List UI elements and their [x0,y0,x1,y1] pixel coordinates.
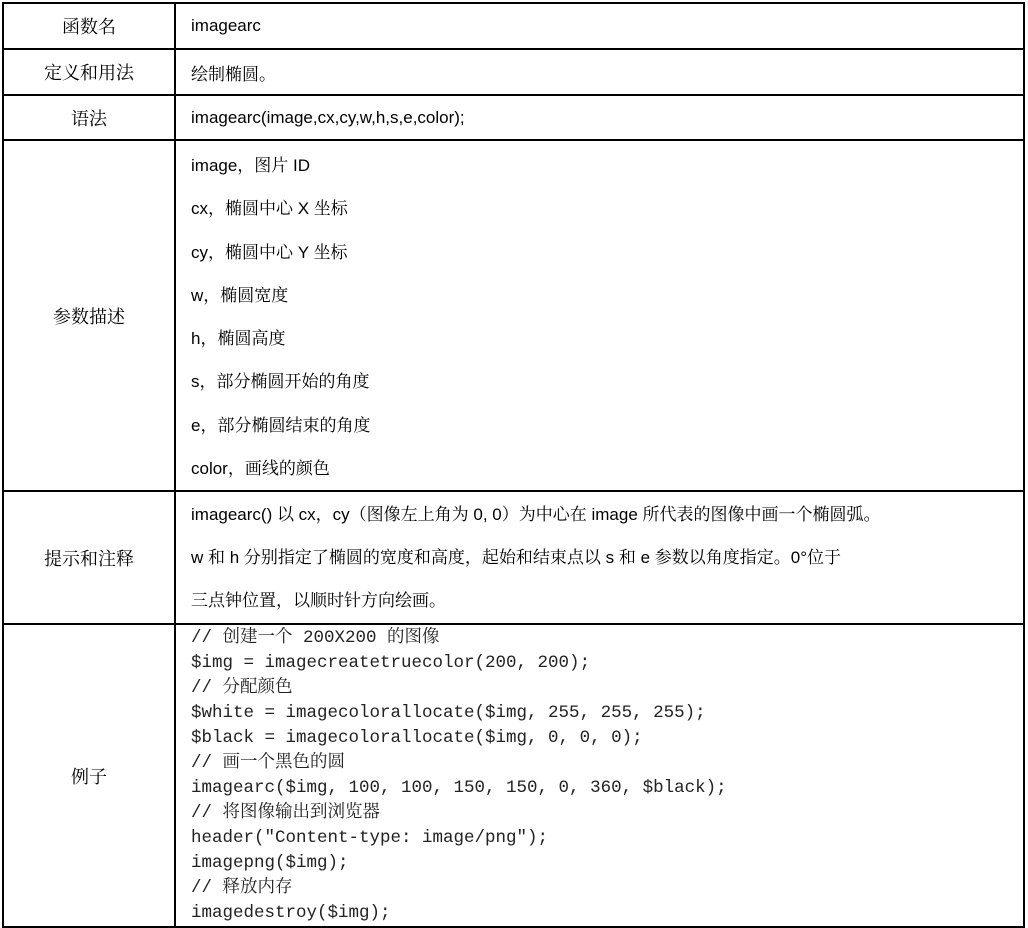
code-line: $white = imagecolorallocate($img, 255, 255, 255); [191,703,706,724]
example-code-cell [175,624,1024,927]
table-row-notes [3,491,1024,624]
parameters-cell [175,140,1024,491]
parameter-item: s，部分椭圆开始的角度 [191,372,370,392]
parameter-item: w，椭圆宽度 [191,285,289,305]
parameter-item: cx，椭圆中心 X 坐标 [191,199,348,219]
code-line: $img = imagecreatetruecolor(200, 200); [191,653,591,674]
parameter-item: image，图片 ID [191,156,311,175]
parameter-item: e，部分椭圆结束的角度 [191,415,371,435]
table-row-example [3,624,1024,927]
row-label-function-name: 函数名 [3,3,175,49]
parameter-item: h，椭圆高度 [191,329,286,349]
parameter-list [191,141,1017,490]
table-row-syntax [3,95,1024,140]
parameter-item: cy，椭圆中心 Y 坐标 [191,242,348,262]
row-label-parameters: 参数描述 [3,140,175,491]
table-row-parameters [3,140,1024,491]
row-label-syntax: 语法 [3,95,175,140]
code-line: imagedestroy($img); [191,903,391,924]
code-line: $black = imagecolorallocate($img, 0, 0, 0); [191,728,643,749]
table-row-definition [3,49,1024,95]
row-label-definition: 定义和用法 [3,49,175,95]
code-line: // 释放内存 [191,878,293,899]
definition-value: 绘制椭圆。 [175,49,1024,95]
code-line: // 创建一个 200X200 的图像 [191,628,440,649]
code-line: imagearc($img, 100, 100, 150, 150, 0, 360, $black); [191,778,727,799]
note-line: 三点钟位置，以顺时针方向绘画。 [191,591,446,611]
note-line: w 和 h 分别指定了椭圆的宽度和高度，起始和结束点以 s 和 e 参数以角度指定。0°位于 [191,548,841,568]
code-line: // 将图像输出到浏览器 [191,803,381,824]
row-label-notes: 提示和注释 [3,491,175,624]
code-line: imagepng($img); [191,853,349,874]
code-line: // 画一个黑色的圆 [191,753,346,774]
function-name-value: imagearc [175,3,1024,49]
row-label-example: 例子 [3,624,175,927]
parameter-item: color，画线的颜色 [191,459,330,479]
table-row-function-name [3,3,1024,49]
notes-cell [175,491,1024,624]
function-reference-table [2,2,1025,928]
note-line: imagearc() 以 cx，cy（图像左上角为 0, 0）为中心在 image 所代表的图像中画一个椭圆弧。 [191,505,881,525]
code-block [191,625,1017,926]
code-line: header("Content-type: image/png"); [191,828,549,849]
syntax-value: imagearc(image,cx,cy,w,h,s,e,color); [175,95,1024,140]
code-line: // 分配颜色 [191,678,293,699]
